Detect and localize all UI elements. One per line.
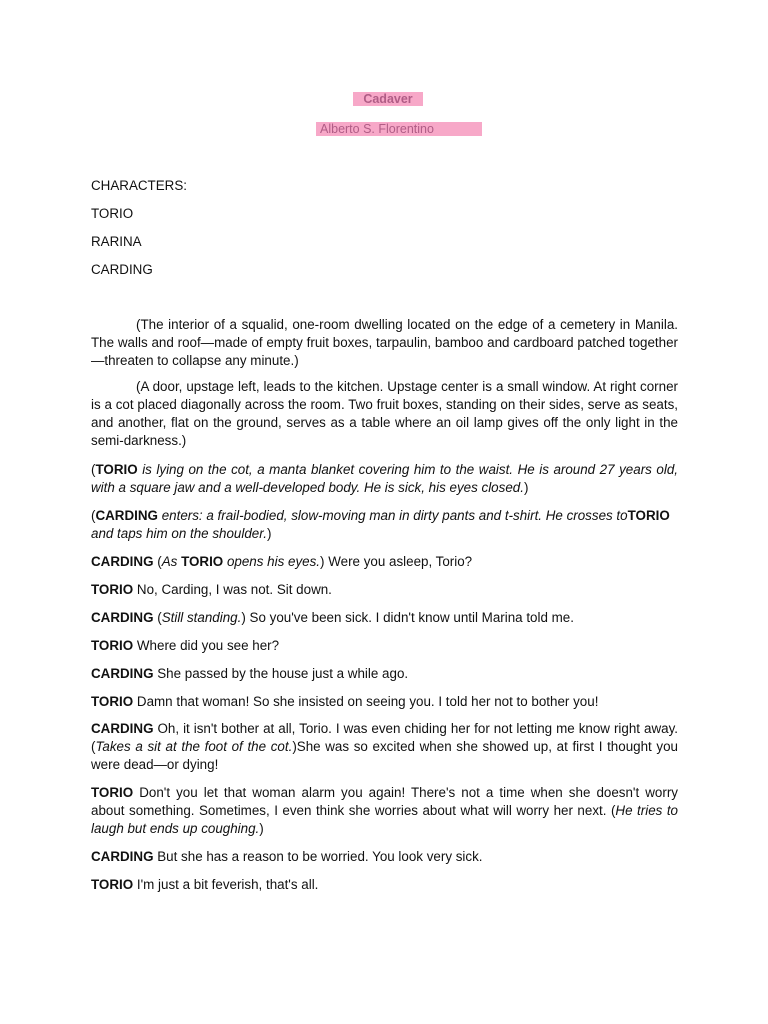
speaker-name: TORIO [627,508,670,523]
speaker-name: TORIO [91,638,134,653]
dialogue-line: CARDING (As TORIO opens his eyes.) Were you asleep, Torio? [91,554,473,569]
direction-text: opens his eyes. [226,554,321,569]
setting-paragraph-2: (A door, upstage left, leads to the kitchen. Upstage center is a small window. At right corner is a cot placed diagonally across the room. Two fruit boxes, standing on their sides, serve as seats, and another, flat on the ground, serves as a table where an oil lamp gives off the only light in the semi-darkness.) [91,379,678,448]
dialogue-line: TORIO Don't you let that woman alarm you again! There's not a time when she doesn't worry about something. Sometimes, I even think she worries about what will worry her next. (He tries to laugh but ends up coughing.) [91,785,678,836]
speaker-name: CARDING [91,721,154,736]
setting-paragraph-1: (The interior of a squalid, one-room dwelling located on the edge of a cemetery in Manila. The walls and roof—made of empty fruit boxes, tarpaulin, bamboo and cardboard patched together—threaten to collapse any minute.) [91,317,678,368]
speaker-name: TORIO [91,877,134,892]
dialogue-text: Damn that woman! So she insisted on seeing you. I told her not to bother you! [136,694,599,709]
direction-text: As [161,554,178,569]
play-title: Cadaver [353,92,423,106]
dialogue-line: CARDING Oh, it isn't bother at all, Torio. I was even chiding her for not letting me know right away. (Takes a sit at the foot of the cot.)She was so excited when she showed up, at first I thought you were dead—or dying! [91,721,678,772]
speaker-name: TORIO [181,554,224,569]
dialogue-text: So you've been sick. I didn't know until Marina told me. [249,610,574,625]
direction-text: Takes a sit at the foot of the cot. [95,739,293,754]
speaker-name: TORIO [91,694,134,709]
speaker-name: TORIO [91,582,134,597]
speaker-name: CARDING [91,666,154,681]
dialogue-text: Where did you see her? [136,638,280,653]
dialogue-text: She passed by the house just a while ago. [157,666,409,681]
character-rarina: RARINA [91,234,142,249]
dialogue-line [91,848,678,866]
dialogue-text: I'm just a bit feverish, that's all. [136,877,319,892]
character-torio: TORIO [91,206,134,221]
character-carding: CARDING [91,262,153,277]
dialogue-text: No, Carding, I was not. Sit down. [136,582,332,597]
speaker-name: CARDING [95,508,158,523]
speaker-name: CARDING [91,554,154,569]
dialogue-text: Oh, it isn't bother at all, Torio. I was even chiding her for not letting me know right away. [157,721,678,736]
dialogue-line [91,876,678,894]
characters-heading: CHARACTERS: [91,178,187,193]
dialogue-text: Don't you let that woman alarm you again! There's not a time when she doesn't worry about something. Sometimes, I even think she worries about what will worry her next. [91,785,678,818]
dialogue-text: She was so excited when she showed up, at first I thought you were dead—or dying! [91,739,678,772]
speaker-name: CARDING [91,610,154,625]
direction-text: He tries to laugh but ends up coughing. [91,803,678,836]
dialogue-line [91,693,678,711]
dialogue-line [91,637,678,655]
direction-text: enters: a frail-bodied, slow-moving man in dirty pants and t-shirt. He crosses to [161,508,628,523]
speaker-name: CARDING [91,849,154,864]
dialogue-line: CARDING (Still standing.) So you've been sick. I didn't know until Marina told me. [91,610,574,625]
dialogue-text: Were you asleep, Torio? [328,554,473,569]
author-name: Alberto S. Florentino [316,122,482,136]
stage-direction-carding: (CARDING enters: a frail-bodied, slow-moving man in dirty pants and t-shirt. He crosses toTORIO and taps him on the shoulder.) [91,508,670,541]
direction-text: is lying on the cot, a manta blanket covering him to the waist. He is around 27 years old, with a square jaw and a well-developed body. He is sick, his eyes closed. [91,462,678,495]
direction-text: and taps him on the shoulder. [91,526,267,541]
speaker-name: TORIO [95,462,138,477]
speaker-name: TORIO [91,785,134,800]
dialogue-text: But she has a reason to be worried. You look very sick. [157,849,483,864]
stage-direction-torio: (TORIO is lying on the cot, a manta blanket covering him to the waist. He is around 27 years old, with a square jaw and a well-developed body. He is sick, his eyes closed.) [91,462,678,495]
direction-text: Still standing. [161,610,242,625]
dialogue-line [91,581,678,599]
dialogue-line [91,665,678,683]
